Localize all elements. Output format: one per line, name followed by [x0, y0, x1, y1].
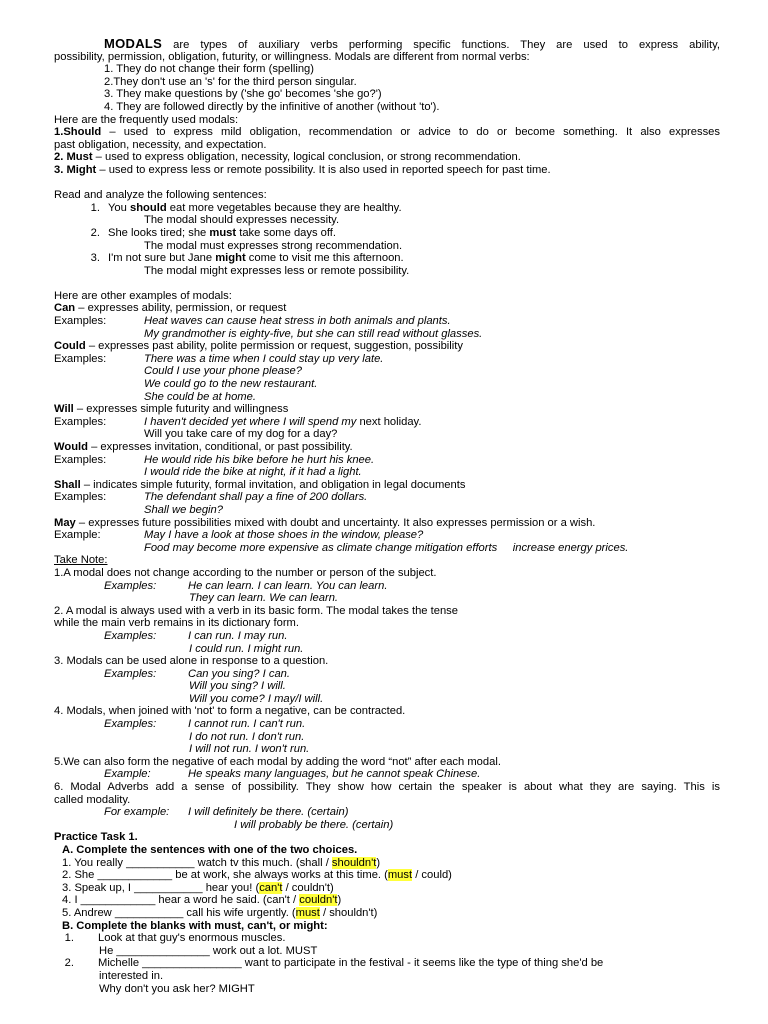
- practice-a-heading: A. Complete the sentences with one of the two choices.: [62, 844, 358, 856]
- will-definition: Will – expresses simple futurity and willingness: [54, 403, 289, 416]
- practice-b-item-cont: He _______________ work out a lot. MUST: [99, 944, 318, 957]
- note-example: Example: He speaks many languages, but he cannot speak Chinese.: [104, 768, 481, 781]
- note-item-cont: called modality.: [54, 793, 131, 806]
- intro-point: 3. They make questions by ('she go' becomes 'she go?'): [104, 88, 382, 101]
- note-example: Examples: I can run. I may run.: [104, 629, 288, 642]
- might-definition: 3. Might – used to express less or remote possibility. It is also used in reported speech for past time.: [54, 163, 551, 176]
- shall-example: Examples: The defendant shall pay a fine of 200 dollars.: [54, 491, 368, 504]
- analyze-note: The modal should expresses necessity.: [144, 214, 340, 227]
- would-example: I would ride the bike at night, if it had a light.: [144, 466, 362, 479]
- practice-b-item-cont: Why don't you ask her? MIGHT: [99, 982, 255, 995]
- note-example: For example: I will definitely be there. (certain): [104, 806, 349, 819]
- practice-a-item: 1. You really ___________ watch tv this much. (shall / shouldn't): [62, 856, 381, 869]
- shall-definition: Shall – indicates simple futurity, formal invitation, and obligation in legal documents: [54, 478, 466, 491]
- could-example: She could be at home.: [144, 390, 256, 403]
- note-item: 4. Modals, when joined with 'not' to form a negative, can be contracted.: [54, 705, 406, 718]
- note-example: Examples: I cannot run. I can't run.: [104, 718, 306, 731]
- will-example: Examples: I haven't decided yet where I will spend my next holiday.: [54, 415, 422, 428]
- analyze-item: 2. She looks tired; she must take some days off.: [90, 226, 337, 239]
- practice-a-item: 3. Speak up, I ___________ hear you! (can't / couldn't): [62, 881, 334, 894]
- note-example: I will probably be there. (certain): [234, 818, 394, 831]
- others-heading: Here are other examples of modals:: [54, 289, 232, 302]
- intro-line-1: MODALS are types of auxiliary verbs performing specific functions. They are used to express ability,: [104, 36, 721, 51]
- modals-handout: [54, 38, 720, 995]
- must-definition: 2. Must – used to express obligation, necessity, logical conclusion, or strong recommendation.: [54, 151, 521, 164]
- note-example: I will not run. I won't run.: [189, 743, 310, 756]
- can-example: My grandmother is eighty-five, but she can still read without glasses.: [144, 327, 483, 340]
- practice-a-item: 2. She ____________ be at work, she always works at this time. (must / could): [62, 869, 452, 882]
- intro-line-2: possibility, permission, obligation, futurity, or willingness. Modals are different from normal verbs:: [54, 50, 530, 63]
- note-item: 6. Modal Adverbs add a sense of possibility. They show how certain the speaker is about what they are saying. This is: [54, 781, 720, 794]
- note-example: They can learn. We can learn.: [189, 592, 339, 605]
- practice-a-item: 5. Andrew ___________ call his wife urgently. (must / shouldn't): [62, 906, 378, 919]
- intro-point: 4. They are followed directly by the infinitive of another (without 'to').: [104, 100, 440, 113]
- practice-b-item: 1. Look at that guy's enormous muscles.: [64, 932, 286, 945]
- practice-b-item-cont: interested in.: [99, 969, 164, 982]
- could-example: Examples: There was a time when I could stay up very late.: [54, 352, 384, 365]
- note-example: Will you come? I may/I will.: [189, 692, 324, 705]
- frequent-heading: Here are the frequently used modals:: [54, 113, 239, 126]
- note-example: I do not run. I don't run.: [189, 730, 305, 743]
- note-example: Examples: He can learn. I can learn. You can learn.: [104, 579, 388, 592]
- note-item: 2. A modal is always used with a verb in its basic form. The modal takes the tense: [54, 604, 458, 617]
- may-example: Food may become more expensive as climate change mitigation efforts increase energy prices.: [144, 541, 629, 554]
- note-item-cont: while the main verb remains in its dictionary form.: [54, 617, 299, 630]
- analyze-item: 3. I'm not sure but Jane might come to visit me this afternoon.: [90, 252, 404, 265]
- would-example: Examples: He would ride his bike before he hurt his knee.: [54, 453, 375, 466]
- take-note-heading: Take Note:: [54, 554, 108, 567]
- analyze-note: The modal must expresses strong recommendation.: [144, 239, 403, 252]
- note-item: 5.We can also form the negative of each modal by adding the word “not” after each modal.: [54, 755, 501, 768]
- could-example: Could I use your phone please?: [144, 365, 302, 378]
- should-definition-cont: past obligation, necessity, and expectation.: [54, 138, 267, 151]
- practice-heading: Practice Task 1.: [54, 831, 138, 844]
- analyze-heading: Read and analyze the following sentences:: [54, 189, 267, 202]
- should-definition: 1.Should – used to express mild obligation, recommendation or advice to do or become something. It also expresses: [54, 126, 720, 139]
- intro-point: 1. They do not change their form (spelling): [104, 63, 314, 76]
- will-example: Will you take care of my dog for a day?: [144, 428, 338, 441]
- can-example: Examples: Heat waves can cause heat stress in both animals and plants.: [54, 315, 451, 328]
- can-definition: Can – expresses ability, permission, or request: [54, 302, 287, 315]
- note-item: 1.A modal does not change according to the number or person of the subject.: [54, 566, 437, 579]
- could-example: We could go to the new restaurant.: [144, 378, 318, 391]
- note-item: 3. Modals can be used alone in response to a question.: [54, 655, 329, 668]
- document-title: MODALS: [104, 36, 163, 51]
- may-example: Example: May I have a look at those shoes in the window, please?: [54, 529, 424, 542]
- analyze-note: The modal might expresses less or remote possibility.: [144, 264, 410, 277]
- note-example: I could run. I might run.: [189, 642, 304, 655]
- shall-example: Shall we begin?: [144, 503, 223, 516]
- intro-point: 2.They don't use an 's' for the third person singular.: [104, 75, 357, 88]
- practice-b-heading: B. Complete the blanks with must, can't, or might:: [62, 919, 328, 932]
- analyze-item: 1. You should eat more vegetables because they are healthy.: [90, 201, 402, 214]
- note-example: Will you sing? I will.: [189, 680, 286, 693]
- practice-a-item: 4. I ____________ hear a word he said. (can't / couldn't): [62, 894, 342, 907]
- could-definition: Could – expresses past ability, polite permission or request, suggestion, possibility: [54, 340, 463, 353]
- may-definition: May – expresses future possibilities mixed with doubt and uncertainty. It also expresses permission or a wish.: [54, 516, 596, 529]
- practice-b-item: 2. Michelle ________________ want to participate in the festival - it seems like the type of thing she'd be: [64, 957, 604, 970]
- note-example: Examples: Can you sing? I can.: [104, 667, 290, 680]
- would-definition: Would – expresses invitation, conditional, or past possibility.: [54, 441, 353, 453]
